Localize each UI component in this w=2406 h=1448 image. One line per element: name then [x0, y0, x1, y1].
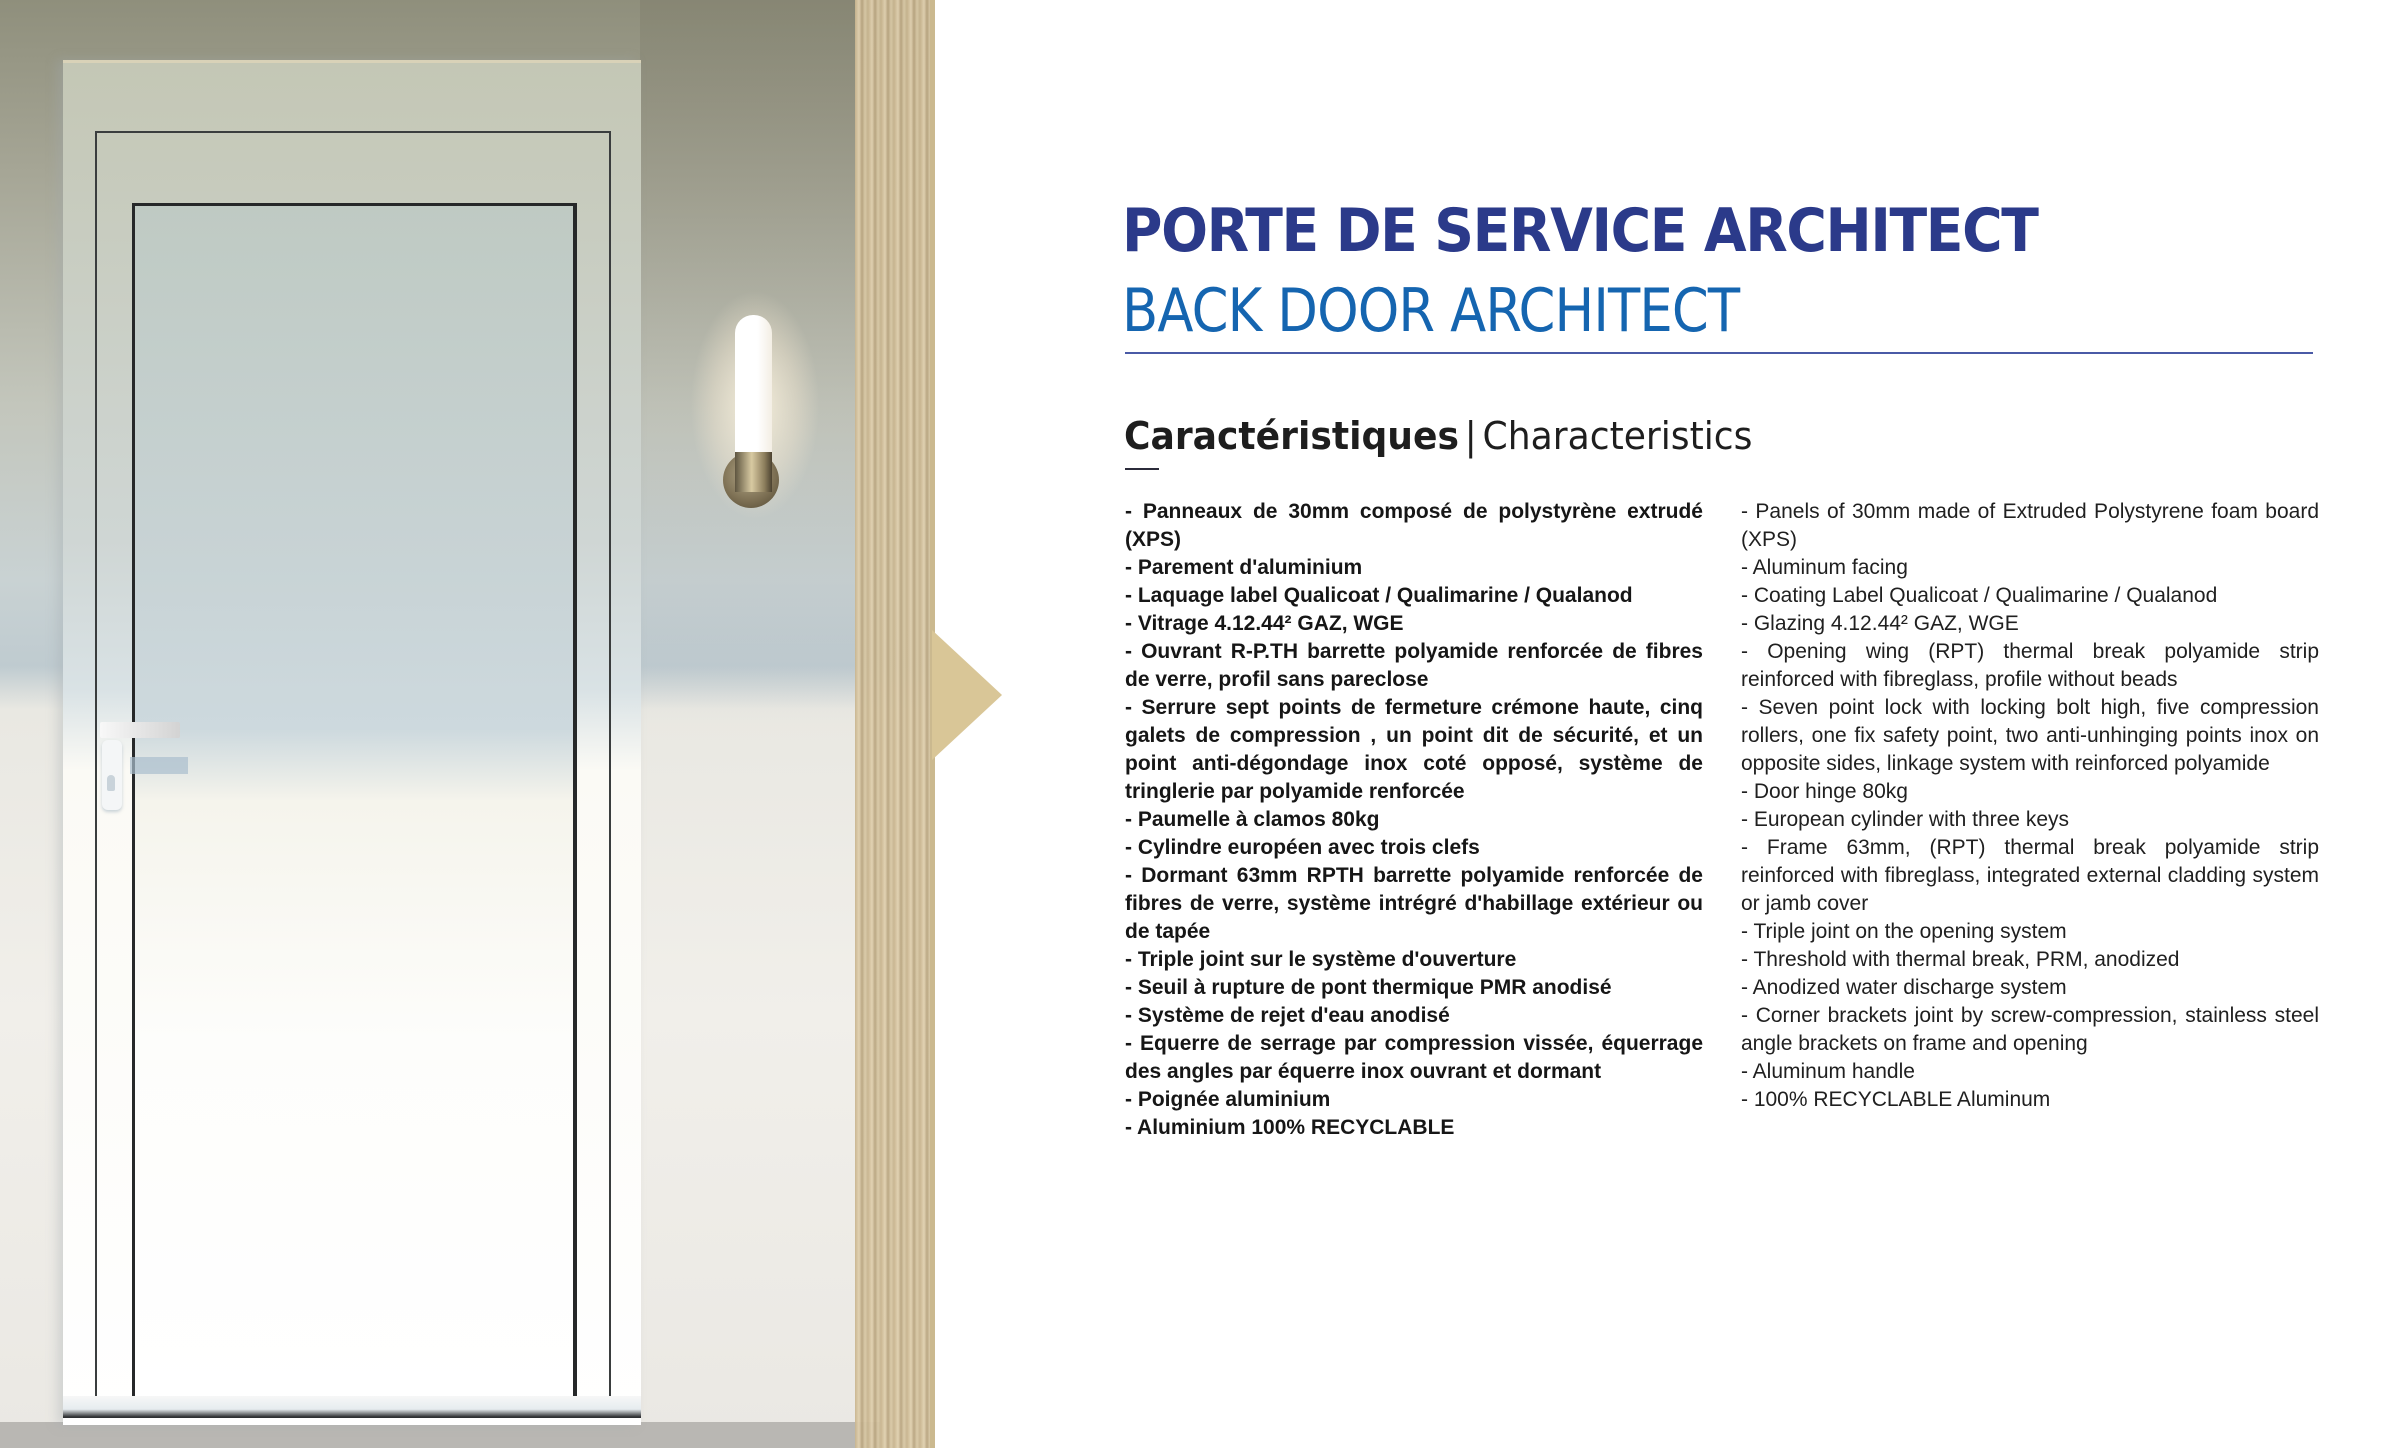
section-underline [1125, 468, 1159, 470]
characteristics-list-fr [1125, 498, 1703, 1142]
list-item: - Equerre de serrage par compression vissée, équerrage des angles par équerre inox ouvrant et dormant [1125, 1032, 1703, 1083]
wall-lamp-collar [735, 452, 772, 492]
list-item: - Corner brackets joint by screw-compression, stainless steel angle brackets on frame and opening [1741, 1004, 2319, 1055]
list-item: - Ouvrant R-P.TH barrette polyamide renforcée de fibres de verre, profil sans pareclose [1125, 640, 1703, 691]
list-item: - Laquage label Qualicoat / Qualimarine / Qualanod [1125, 584, 1633, 607]
door-panel [132, 203, 577, 1399]
door-handle-icon [100, 722, 180, 738]
section-heading [1124, 414, 1752, 458]
characteristics-list-en [1741, 498, 2319, 1114]
list-item: - European cylinder with three keys [1741, 808, 2069, 831]
list-item: - Seuil à rupture de pont thermique PMR anodisé [1125, 976, 1612, 999]
list-item: - Parement d'aluminium [1125, 556, 1363, 579]
list-item: - Opening wing (RPT) thermal break polyamide strip reinforced with fibreglass, profile without beads [1741, 640, 2319, 691]
keyhole-icon [107, 775, 115, 791]
list-item: - Coating Label Qualicoat / Qualimarine / Qualanod [1741, 584, 2218, 607]
list-item: - Glazing 4.12.44² GAZ, WGE [1741, 612, 2019, 635]
list-item: - Paumelle à clamos 80kg [1125, 808, 1380, 831]
list-item: - Aluminum facing [1741, 556, 1908, 579]
handle-shadow [130, 757, 188, 774]
list-item: - Dormant 63mm RPTH barrette polyamide renforcée de fibres de verre, système intrégré d'habillage extérieur ou de tapée [1125, 864, 1703, 943]
wood-slat-panel [855, 0, 933, 1448]
list-item: - Seven point lock with locking bolt high, five compression rollers, one fix safety point, two anti-unhinging points inox on opposite sides, linkage system with reinforced polyamide [1741, 696, 2319, 775]
title-divider [1125, 352, 2313, 354]
list-item: - Triple joint on the opening system [1741, 920, 2067, 943]
list-item: - Aluminum handle [1741, 1060, 1915, 1083]
wall-shade [640, 0, 855, 1448]
page-title-en: BACK DOOR ARCHITECT [1122, 276, 1740, 346]
list-item: - Système de rejet d'eau anodisé [1125, 1004, 1450, 1027]
section-heading-fr: Caractéristiques [1124, 414, 1459, 458]
page-title-fr: PORTE DE SERVICE ARCHITECT [1122, 196, 2038, 266]
list-item: - Threshold with thermal break, PRM, anodized [1741, 948, 2180, 971]
section-heading-en: Characteristics [1482, 414, 1753, 458]
list-item: - Panels of 30mm made of Extruded Polystyrene foam board (XPS) [1741, 500, 2319, 551]
heading-separator: | [1464, 414, 1477, 458]
wall-lamp-icon [735, 315, 772, 455]
list-item: - Anodized water discharge system [1741, 976, 2067, 999]
arrow-right-icon [932, 630, 1002, 760]
list-item: - Poignée aluminium [1125, 1088, 1331, 1111]
floor [0, 1422, 880, 1448]
list-item: - Serrure sept points de fermeture crémone haute, cinq galets de compression , un point dit de sécurité, et un point anti-dégondage inox coté opposé, système de tringlerie par polyamide renforcée [1125, 696, 1703, 803]
door-threshold [63, 1396, 641, 1418]
list-item: - Aluminium 100% RECYCLABLE [1125, 1116, 1455, 1139]
list-item: - 100% RECYCLABLE Aluminum [1741, 1088, 2051, 1111]
list-item: - Vitrage 4.12.44² GAZ, WGE [1125, 612, 1404, 635]
list-item: - Panneaux de 30mm composé de polystyrène extrudé (XPS) [1125, 500, 1703, 551]
product-photo [0, 0, 935, 1448]
list-item: - Cylindre européen avec trois clefs [1125, 836, 1480, 859]
list-item: - Door hinge 80kg [1741, 780, 1908, 803]
list-item: - Triple joint sur le système d'ouverture [1125, 948, 1517, 971]
list-item: - Frame 63mm, (RPT) thermal break polyamide strip reinforced with fibreglass, integrated external cladding system or jamb cover [1741, 836, 2319, 915]
